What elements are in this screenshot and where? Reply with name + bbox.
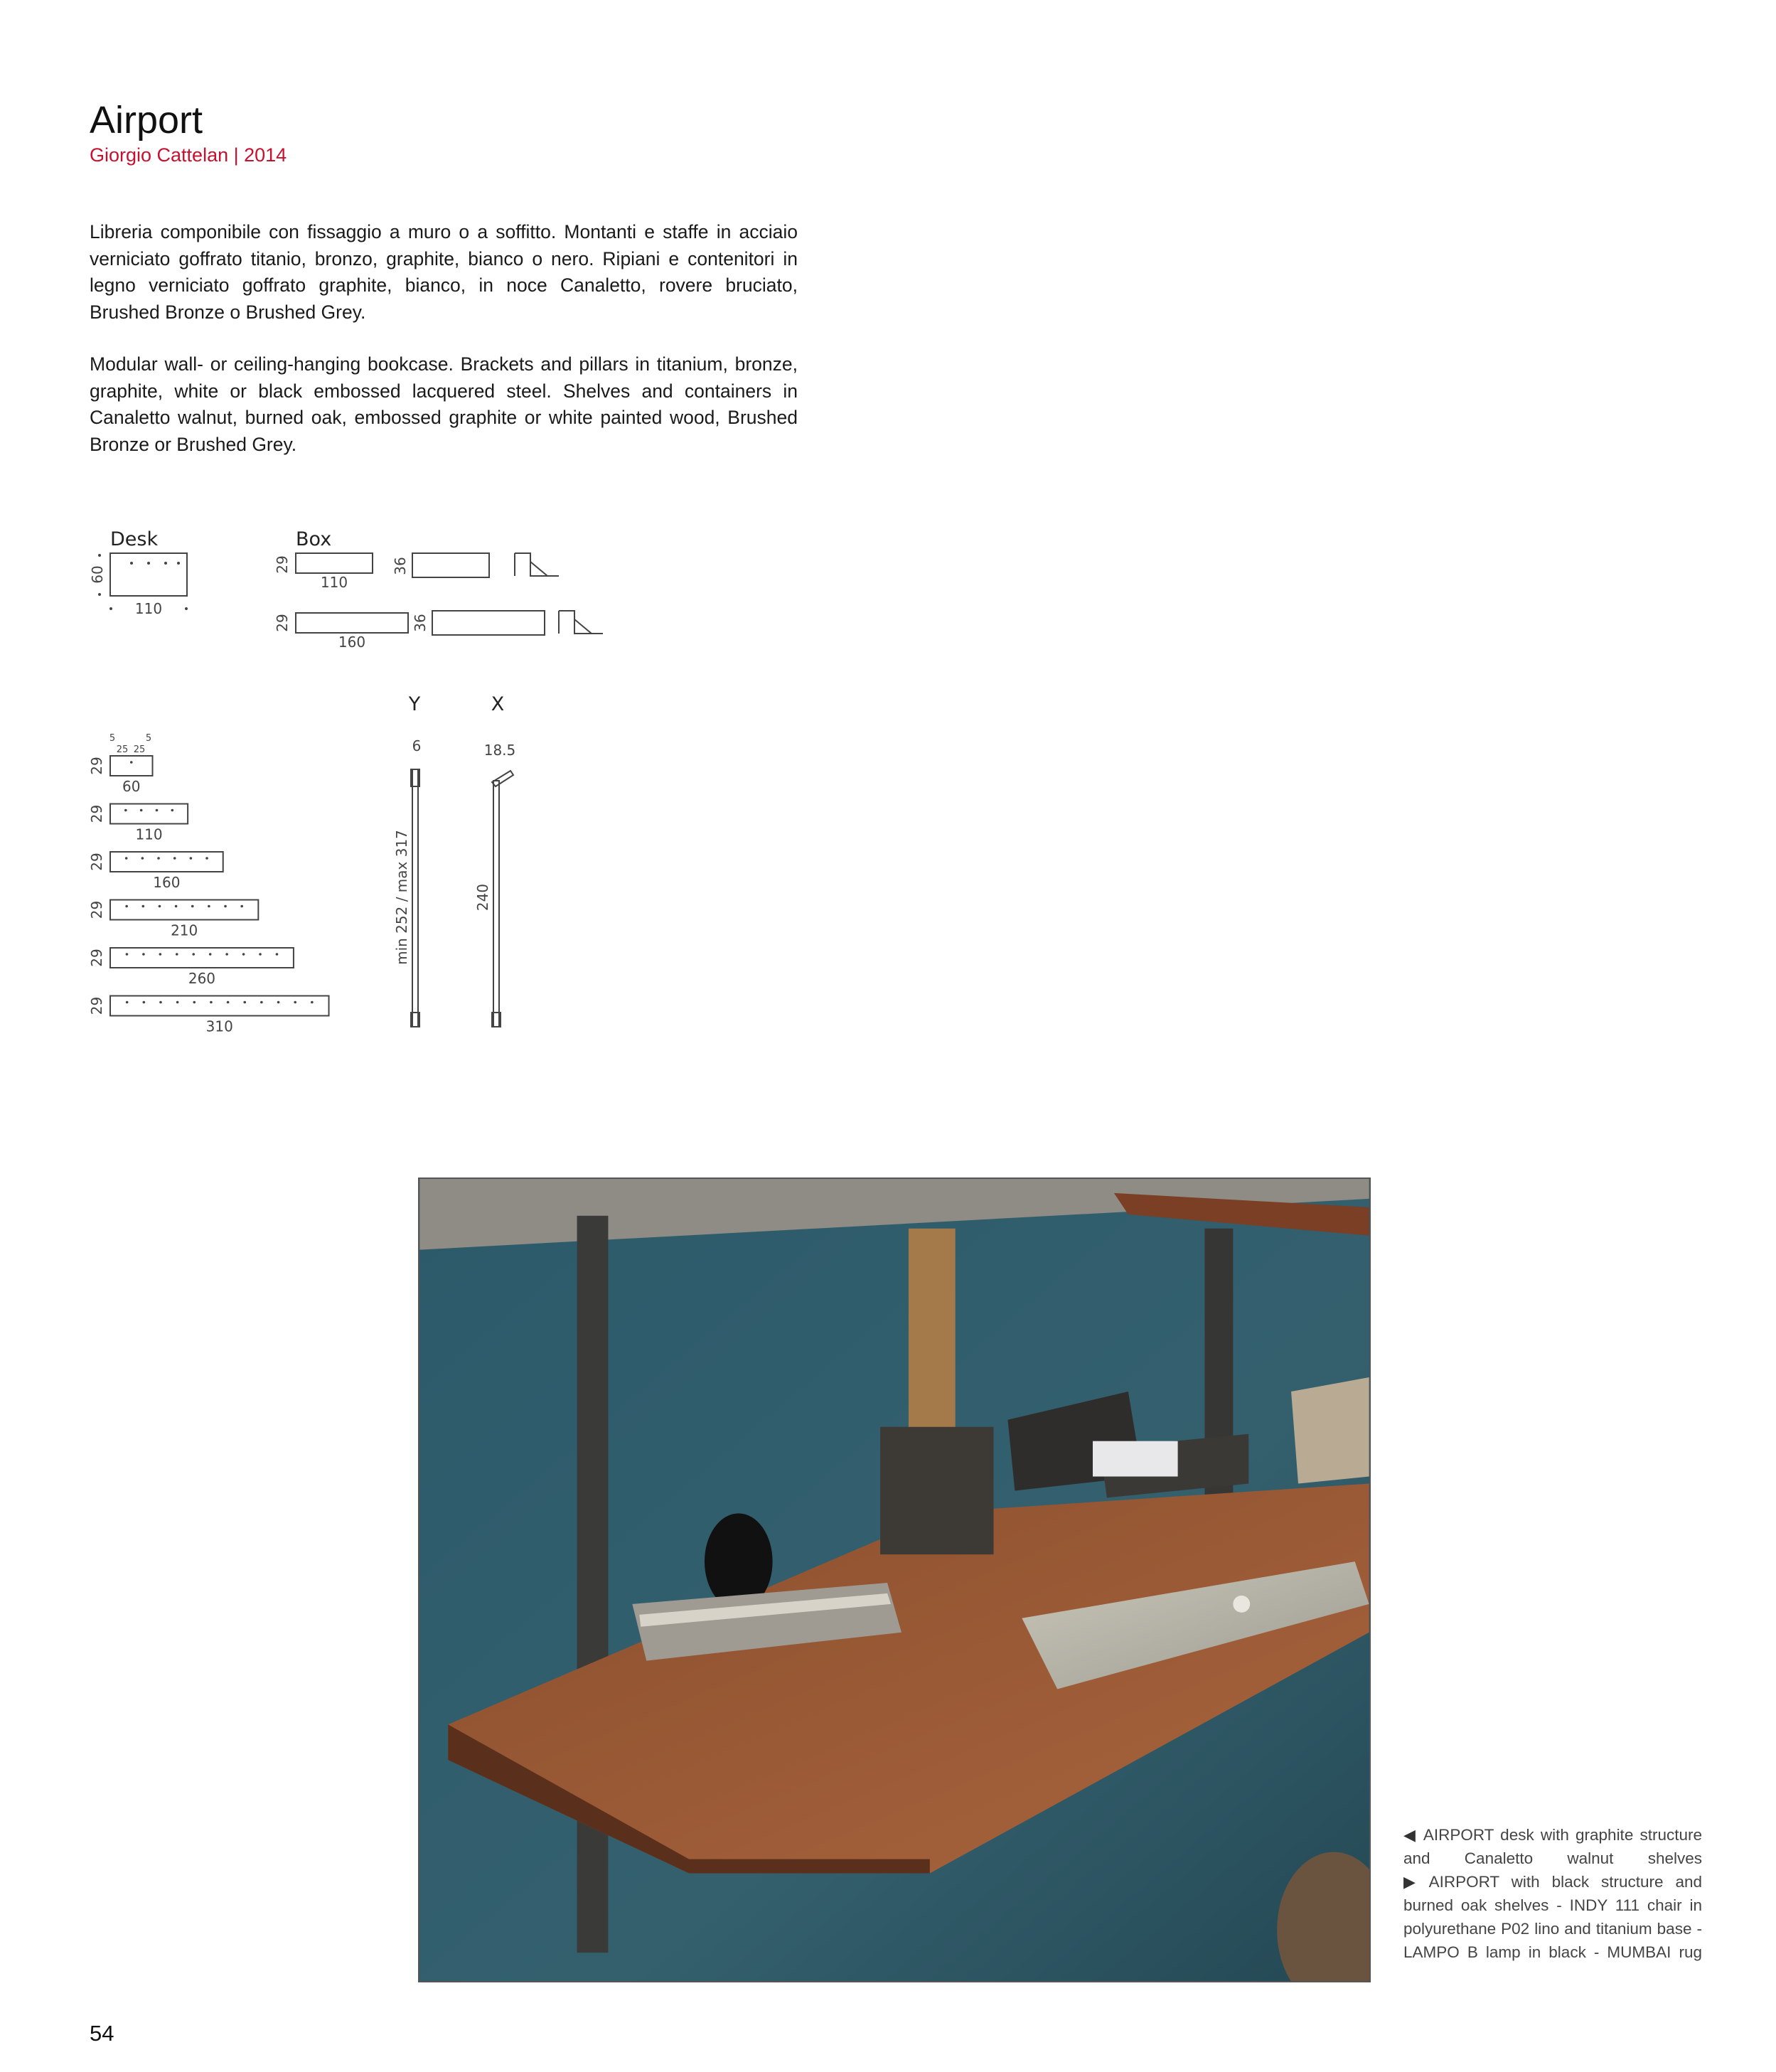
box-1-depth-dim: 29 bbox=[274, 555, 291, 574]
shelf-hole bbox=[260, 1001, 263, 1004]
shelf-hole bbox=[141, 857, 144, 860]
shelf-detail-b: 25 bbox=[116, 744, 129, 755]
box-label: Box bbox=[296, 528, 332, 550]
shelf-hole bbox=[156, 809, 159, 812]
pillar-x-top-dim: 18.5 bbox=[483, 742, 516, 759]
description-english: Modular wall- or ceiling-hanging bookcase. Brackets and pillars in titanium, bronze, graphite, white or black embossed lacquered steel. Shelves and containers in Canaletto walnut, burned oak, embossed graphite or white painted wood, Brushed Bronze or Brushed Grey. bbox=[90, 353, 798, 455]
right-arrow-icon: ▶ bbox=[1403, 1873, 1423, 1891]
shelf-hole bbox=[240, 905, 243, 908]
desk-label: Desk bbox=[110, 528, 159, 550]
shelf-hole bbox=[224, 905, 227, 908]
pillar-y-drawing bbox=[411, 769, 419, 1027]
shelf-outline bbox=[110, 996, 329, 1016]
shelf-outline bbox=[110, 900, 258, 920]
pillar-x-label: X bbox=[491, 693, 505, 715]
shelf-hole bbox=[276, 953, 279, 956]
box-2-width-dim: 160 bbox=[338, 634, 366, 651]
description-italian: Libreria componibile con fissaggio a muro o a soffitto. Montanti e staffe in acciaio verniciato goffrato titanio, bronzo, graphite, bianco o nero. Ripiani e contenitori in legno verniciato goffrato graphite, bianco, in noce Canaletto, rovere bruciato, Brushed Bronze o Brushed Grey. bbox=[90, 221, 798, 323]
box-2-height-dim: 36 bbox=[412, 614, 429, 632]
shelf-hole bbox=[277, 1001, 280, 1004]
shelf-depth-dim: 29 bbox=[88, 996, 105, 1015]
shelf-hole bbox=[243, 1001, 246, 1004]
shelf-hole bbox=[159, 1001, 162, 1004]
page-number: 54 bbox=[90, 2021, 114, 2046]
shelf-hole bbox=[143, 1001, 146, 1004]
box-1-width-dim: 110 bbox=[320, 574, 348, 591]
shelf-outline bbox=[110, 948, 294, 968]
shelf-hole bbox=[124, 809, 127, 812]
shelf-hole bbox=[176, 1001, 179, 1004]
shelf-outline bbox=[110, 756, 153, 776]
shelf-hole bbox=[175, 905, 178, 908]
box-drawing-2 bbox=[296, 611, 603, 635]
shelf-detail-d: 5 bbox=[145, 733, 152, 744]
shelf-hole bbox=[125, 857, 128, 860]
shelf-outline bbox=[110, 852, 223, 872]
product-photo bbox=[418, 1177, 1371, 1982]
shelf-hole bbox=[193, 1001, 196, 1004]
left-arrow-icon: ◀ bbox=[1403, 1826, 1418, 1844]
pillar-y-top-dim: 6 bbox=[412, 737, 422, 754]
shelf-depth-dim: 29 bbox=[88, 900, 105, 919]
shelf-width-dim: 160 bbox=[153, 874, 181, 891]
shelf-width-dim: 310 bbox=[205, 1018, 233, 1035]
box-1-height-dim: 36 bbox=[392, 557, 409, 575]
pillar-y-label: Y bbox=[408, 693, 421, 715]
desk-width-dim: 110 bbox=[134, 600, 163, 617]
shelf-hole bbox=[173, 857, 176, 860]
shelf-width-dim: 210 bbox=[171, 922, 198, 939]
shelf-hole bbox=[210, 1001, 213, 1004]
pillar-x-height-dim: 240 bbox=[474, 883, 491, 912]
box-2-depth-dim: 29 bbox=[274, 614, 291, 632]
photo-caption-left bbox=[1403, 1823, 1702, 1870]
shelf-depth-dim: 29 bbox=[88, 853, 105, 871]
shelf-hole bbox=[125, 905, 128, 908]
shelf-outline bbox=[110, 804, 188, 824]
shelf-hole bbox=[208, 905, 210, 908]
caption-right-text: AIRPORT with black structure and burned oak shelves - INDY 111 chair in polyurethane P02 lino and titanium base - LAMPO B lamp in black - MUMBAI rug bbox=[1403, 1873, 1702, 1961]
shelf-detail-c: 25 bbox=[133, 744, 146, 755]
shelf-hole bbox=[130, 761, 133, 764]
shelf-hole bbox=[142, 953, 145, 956]
shelf-depth-dim: 29 bbox=[88, 804, 105, 823]
shelf-hole bbox=[176, 953, 178, 956]
shelf-hole bbox=[259, 953, 262, 956]
shelf-hole bbox=[225, 953, 228, 956]
shelf-depth-dim: 29 bbox=[88, 757, 105, 775]
shelf-detail-a: 5 bbox=[109, 733, 116, 744]
shelf-hole bbox=[140, 809, 143, 812]
shelf-depth-dim: 29 bbox=[88, 949, 105, 967]
shelf-width-dim: 110 bbox=[135, 826, 163, 843]
product-title: Airport bbox=[90, 99, 203, 141]
shelf-hole bbox=[205, 857, 208, 860]
photo-caption-right bbox=[1403, 1870, 1702, 1964]
pillar-x-drawing bbox=[492, 771, 513, 1027]
desk-scene-illustration bbox=[419, 1179, 1369, 1981]
shelf-hole bbox=[126, 1001, 129, 1004]
designer-year: Giorgio Cattelan | 2014 bbox=[90, 144, 287, 166]
shelf-hole bbox=[141, 905, 144, 908]
pillar-y-height-dim: min 252 / max 317 bbox=[393, 830, 410, 965]
shelf-hole bbox=[171, 809, 173, 812]
desk-drawing bbox=[110, 553, 187, 596]
desk-depth-dim: 60 bbox=[89, 565, 106, 584]
shelf-hole bbox=[157, 857, 160, 860]
shelf-hole bbox=[311, 1001, 314, 1004]
shelf-width-dim: 260 bbox=[188, 970, 216, 987]
shelf-hole bbox=[159, 953, 162, 956]
shelf-hole bbox=[227, 1001, 230, 1004]
shelf-hole bbox=[190, 857, 193, 860]
shelf-width-dim: 60 bbox=[122, 778, 141, 795]
shelf-hole bbox=[191, 905, 194, 908]
shelf-drawings bbox=[88, 756, 329, 1035]
shelf-hole bbox=[192, 953, 195, 956]
shelf-hole bbox=[126, 953, 129, 956]
shelf-hole bbox=[294, 1001, 296, 1004]
caption-left-text: AIRPORT desk with graphite structure and Canaletto walnut shelves bbox=[1403, 1826, 1703, 1867]
shelf-hole bbox=[209, 953, 212, 956]
shelf-hole bbox=[159, 905, 161, 908]
shelf-hole bbox=[242, 953, 245, 956]
